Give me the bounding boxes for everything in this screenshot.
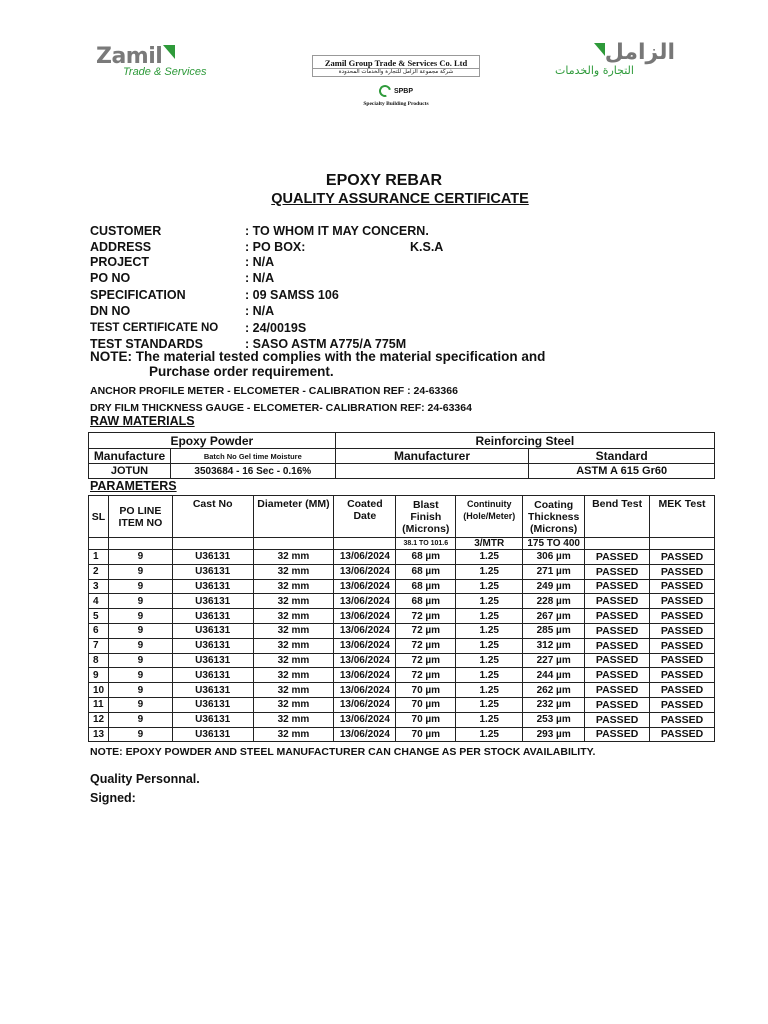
cell-bend: PASSED [585, 564, 650, 579]
cell-bend: PASSED [585, 697, 650, 712]
note-line-2: Purchase order requirement. [149, 364, 334, 379]
cell-mek: PASSED [650, 712, 715, 727]
cell-blast: 72 µm [396, 609, 456, 624]
cell-po: 9 [108, 579, 172, 594]
cell-cast: U36131 [172, 697, 253, 712]
info-label: CUSTOMER [90, 224, 162, 238]
table-row [89, 668, 715, 683]
cell-dia: 32 mm [253, 579, 334, 594]
spec-coating: 175 TO 400 [523, 538, 585, 550]
cell-cast: U36131 [172, 550, 253, 565]
cell-coat: 293 µm [523, 727, 585, 742]
info-value: : N/A [245, 270, 275, 285]
cell-cast: U36131 [172, 579, 253, 594]
cell-coat: 232 µm [523, 697, 585, 712]
division-name: Specialty Building Products [363, 101, 429, 107]
cell-bend: PASSED [585, 609, 650, 624]
cell-bend: PASSED [585, 712, 650, 727]
col-coated-date: Coated Date [334, 496, 396, 538]
cell-cont: 1.25 [456, 638, 523, 653]
cell-mek: PASSED [650, 623, 715, 638]
cell-bend: PASSED [585, 579, 650, 594]
col-blast-finish: Blast Finish (Microns) [396, 496, 456, 538]
cell-mek: PASSED [650, 653, 715, 668]
info-row-address [90, 240, 590, 256]
cell-sl: 8 [89, 653, 109, 668]
epoxy-powder-header: Epoxy Powder [89, 433, 336, 449]
compliance-note [90, 349, 650, 379]
cell-blast: 70 µm [396, 697, 456, 712]
cell-date: 13/06/2024 [334, 638, 396, 653]
cell-date: 13/06/2024 [334, 668, 396, 683]
spec-empty [585, 538, 650, 550]
col-sl: SL [89, 496, 109, 538]
cell-date: 13/06/2024 [334, 564, 396, 579]
cell-cont: 1.25 [456, 609, 523, 624]
stock-note: NOTE: EPOXY POWDER AND STEEL MANUFACTURER CAN CHANGE AS PER STOCK AVAILABILITY. [90, 746, 596, 758]
cell-po: 9 [108, 727, 172, 742]
cell-dia: 32 mm [253, 594, 334, 609]
cell-po: 9 [108, 594, 172, 609]
powder-values: 3503684 - 16 Sec - 0.16% [170, 464, 335, 479]
cell-po: 9 [108, 653, 172, 668]
reinforcing-steel-header: Reinforcing Steel [335, 433, 714, 449]
table-row [89, 653, 715, 668]
cell-cont: 1.25 [456, 623, 523, 638]
cell-blast: 70 µm [396, 712, 456, 727]
cell-dia: 32 mm [253, 609, 334, 624]
cell-sl: 9 [89, 668, 109, 683]
cell-bend: PASSED [585, 623, 650, 638]
zamil-arabic-logo [555, 42, 675, 84]
table-row [89, 594, 715, 609]
cell-mek: PASSED [650, 594, 715, 609]
cell-dia: 32 mm [253, 623, 334, 638]
raw-materials-table [88, 432, 715, 479]
spec-empty [334, 538, 396, 550]
cell-dia: 32 mm [253, 668, 334, 683]
logo-ar-tagline: التجارة والخدمات [555, 64, 634, 77]
cell-coat: 228 µm [523, 594, 585, 609]
cell-sl: 10 [89, 683, 109, 698]
company-name-ar: شركة مجموعة الزامل للتجارة والخدمات المحدودة [312, 69, 480, 77]
col-bend-test: Bend Test [585, 496, 650, 538]
spec-row [89, 538, 715, 550]
cell-dia: 32 mm [253, 697, 334, 712]
cell-cast: U36131 [172, 653, 253, 668]
parameters-table [88, 495, 715, 742]
info-row-specification [90, 288, 590, 304]
spec-empty [253, 538, 334, 550]
col-po-line: PO LINE ITEM NO [108, 496, 172, 538]
logo-tagline: Trade & Services [123, 66, 207, 78]
note-line-1: NOTE: The material tested complies with the material specification and [90, 349, 546, 364]
cell-sl: 2 [89, 564, 109, 579]
spbp-text: SPBP [393, 87, 414, 95]
cell-date: 13/06/2024 [334, 683, 396, 698]
cell-mek: PASSED [650, 609, 715, 624]
cell-coat: 312 µm [523, 638, 585, 653]
cell-dia: 32 mm [253, 653, 334, 668]
info-row-customer [90, 224, 590, 240]
cell-mek: PASSED [650, 550, 715, 565]
cell-date: 13/06/2024 [334, 550, 396, 565]
signed-label: Signed: [90, 791, 136, 805]
spbp-logo [312, 85, 480, 97]
cell-dia: 32 mm [253, 683, 334, 698]
cell-sl: 3 [89, 579, 109, 594]
cell-coat: 285 µm [523, 623, 585, 638]
company-header [312, 55, 480, 107]
cell-date: 13/06/2024 [334, 609, 396, 624]
cell-dia: 32 mm [253, 550, 334, 565]
cell-blast: 68 µm [396, 564, 456, 579]
cell-blast: 68 µm [396, 594, 456, 609]
col-diameter: Diameter (MM) [253, 496, 334, 538]
logo-ar-triangle-icon [594, 43, 605, 56]
cell-mek: PASSED [650, 579, 715, 594]
cell-coat: 253 µm [523, 712, 585, 727]
cell-date: 13/06/2024 [334, 623, 396, 638]
info-label: TEST CERTIFICATE NO [90, 322, 219, 334]
cell-cont: 1.25 [456, 653, 523, 668]
info-row-project [90, 255, 590, 271]
cell-coat: 267 µm [523, 609, 585, 624]
cell-dia: 32 mm [253, 564, 334, 579]
cell-bend: PASSED [585, 550, 650, 565]
document-subtitle-text: QUALITY ASSURANCE CERTIFICATE [271, 191, 529, 207]
cell-po: 9 [108, 683, 172, 698]
table-row [89, 697, 715, 712]
cell-coat: 262 µm [523, 683, 585, 698]
cell-sl: 12 [89, 712, 109, 727]
cell-sl: 7 [89, 638, 109, 653]
cell-coat: 271 µm [523, 564, 585, 579]
certificate-info [90, 224, 590, 352]
cell-coat: 227 µm [523, 653, 585, 668]
cell-date: 13/06/2024 [334, 594, 396, 609]
spbp-swirl-icon [377, 83, 393, 99]
info-row-test-certificate [90, 321, 590, 337]
cell-blast: 72 µm [396, 668, 456, 683]
cell-date: 13/06/2024 [334, 712, 396, 727]
cell-bend: PASSED [585, 638, 650, 653]
info-value: : 24/0019S [245, 321, 307, 335]
info-label: DN NO [90, 303, 131, 318]
logo-brand-text: Zamil [96, 44, 163, 69]
cell-cont: 1.25 [456, 594, 523, 609]
cell-blast: 72 µm [396, 623, 456, 638]
cell-date: 13/06/2024 [334, 697, 396, 712]
spec-continuity: 3/MTR [456, 538, 523, 550]
table-row [89, 712, 715, 727]
raw-materials-title: RAW MATERIALS [90, 414, 195, 428]
cell-po: 9 [108, 697, 172, 712]
cell-po: 9 [108, 564, 172, 579]
cell-cast: U36131 [172, 609, 253, 624]
spec-blast: 38.1 TO 101.6 [396, 538, 456, 550]
cell-dia: 32 mm [253, 712, 334, 727]
info-value-text: : PO BOX: [245, 239, 306, 254]
company-name-en: Zamil Group Trade & Services Co. Ltd [312, 55, 480, 69]
powder-sub-headers: Batch No Gel time Moisture [170, 449, 335, 464]
cell-sl: 1 [89, 550, 109, 565]
cell-coat: 249 µm [523, 579, 585, 594]
cell-bend: PASSED [585, 668, 650, 683]
info-value: : 09 SAMSS 106 [245, 288, 339, 302]
cell-po: 9 [108, 712, 172, 727]
cell-cont: 1.25 [456, 668, 523, 683]
table-row [89, 638, 715, 653]
cell-cast: U36131 [172, 683, 253, 698]
info-value: : TO WHOM IT MAY CONCERN. [245, 224, 429, 238]
cell-mek: PASSED [650, 727, 715, 742]
parameters-title: PARAMETERS [90, 479, 177, 493]
cell-bend: PASSED [585, 727, 650, 742]
cell-po: 9 [108, 623, 172, 638]
cell-cast: U36131 [172, 712, 253, 727]
steel-standard: ASTM A 615 Gr60 [529, 464, 715, 479]
spec-empty [172, 538, 253, 550]
cell-sl: 6 [89, 623, 109, 638]
cell-bend: PASSED [585, 653, 650, 668]
table-row [89, 609, 715, 624]
cell-blast: 68 µm [396, 579, 456, 594]
table-row [89, 623, 715, 638]
cell-cast: U36131 [172, 594, 253, 609]
cell-cont: 1.25 [456, 712, 523, 727]
info-value [245, 240, 590, 256]
table-row [89, 579, 715, 594]
parameters-header-row [89, 496, 715, 538]
cell-mek: PASSED [650, 668, 715, 683]
cell-bend: PASSED [585, 683, 650, 698]
info-label: ADDRESS [90, 239, 152, 254]
cell-po: 9 [108, 668, 172, 683]
table-row [89, 683, 715, 698]
cell-po: 9 [108, 638, 172, 653]
cell-date: 13/06/2024 [334, 653, 396, 668]
cell-cast: U36131 [172, 564, 253, 579]
info-label: TEST STANDARDS [90, 336, 203, 351]
cell-cast: U36131 [172, 668, 253, 683]
zamil-logo [96, 44, 236, 84]
info-row-dn [90, 304, 590, 320]
steel-manufacturer-label: Manufacturer [335, 449, 529, 464]
cell-sl: 4 [89, 594, 109, 609]
cell-coat: 306 µm [523, 550, 585, 565]
cell-mek: PASSED [650, 697, 715, 712]
col-mek-test: MEK Test [650, 496, 715, 538]
cell-blast: 72 µm [396, 638, 456, 653]
cell-cont: 1.25 [456, 579, 523, 594]
info-label: SPECIFICATION [90, 288, 186, 302]
col-cast: Cast No [172, 496, 253, 538]
cell-mek: PASSED [650, 683, 715, 698]
cell-dia: 32 mm [253, 638, 334, 653]
cell-blast: 68 µm [396, 550, 456, 565]
cell-po: 9 [108, 609, 172, 624]
steel-standard-label: Standard [529, 449, 715, 464]
cell-sl: 11 [89, 697, 109, 712]
spec-empty [108, 538, 172, 550]
logo-ar-brand-text: الزامل [604, 40, 675, 65]
cell-date: 13/06/2024 [334, 579, 396, 594]
cell-sl: 13 [89, 727, 109, 742]
cell-cast: U36131 [172, 638, 253, 653]
cell-mek: PASSED [650, 564, 715, 579]
cell-coat: 244 µm [523, 668, 585, 683]
info-value: : N/A [245, 303, 275, 318]
cell-cast: U36131 [172, 623, 253, 638]
info-value: : N/A [245, 255, 275, 269]
cell-blast: 72 µm [396, 653, 456, 668]
cell-cont: 1.25 [456, 727, 523, 742]
table-row [89, 564, 715, 579]
spec-empty [650, 538, 715, 550]
calibration-anchor: ANCHOR PROFILE METER - ELCOMETER - CALIBRATION REF : 24-63366 [90, 385, 458, 397]
cell-cont: 1.25 [456, 683, 523, 698]
info-row-po [90, 271, 590, 287]
manufacture-label: Manufacture [89, 449, 171, 464]
cell-cont: 1.25 [456, 550, 523, 565]
cell-date: 13/06/2024 [334, 727, 396, 742]
info-label: PO NO [90, 270, 131, 285]
document-title: EPOXY REBAR [325, 172, 443, 189]
info-label: PROJECT [90, 255, 150, 269]
cell-cont: 1.25 [456, 564, 523, 579]
quality-personnel-label: Quality Personnal. [90, 772, 200, 786]
cell-cast: U36131 [172, 727, 253, 742]
cell-blast: 70 µm [396, 683, 456, 698]
steel-manufacturer [335, 464, 529, 479]
cell-mek: PASSED [650, 638, 715, 653]
cell-po: 9 [108, 550, 172, 565]
cell-sl: 5 [89, 609, 109, 624]
cell-dia: 32 mm [253, 727, 334, 742]
info-value: : SASO ASTM A775/A 775M [245, 336, 407, 351]
col-continuity: Continuity (Hole/Meter) [456, 496, 523, 538]
table-row [89, 550, 715, 565]
table-row [89, 727, 715, 742]
powder-manufacturer: JOTUN [89, 464, 171, 479]
calibration-dft: DRY FILM THICKNESS GAUGE - ELCOMETER- CALIBRATION REF: 24-63364 [90, 402, 472, 414]
cell-bend: PASSED [585, 594, 650, 609]
document-subtitle [0, 191, 768, 207]
cell-blast: 70 µm [396, 727, 456, 742]
spec-empty [89, 538, 109, 550]
col-coating-thickness: Coating Thickness (Microns) [523, 496, 585, 538]
cell-cont: 1.25 [456, 697, 523, 712]
logo-triangle-icon [163, 45, 175, 59]
info-value-extra: K.S.A [410, 239, 444, 254]
